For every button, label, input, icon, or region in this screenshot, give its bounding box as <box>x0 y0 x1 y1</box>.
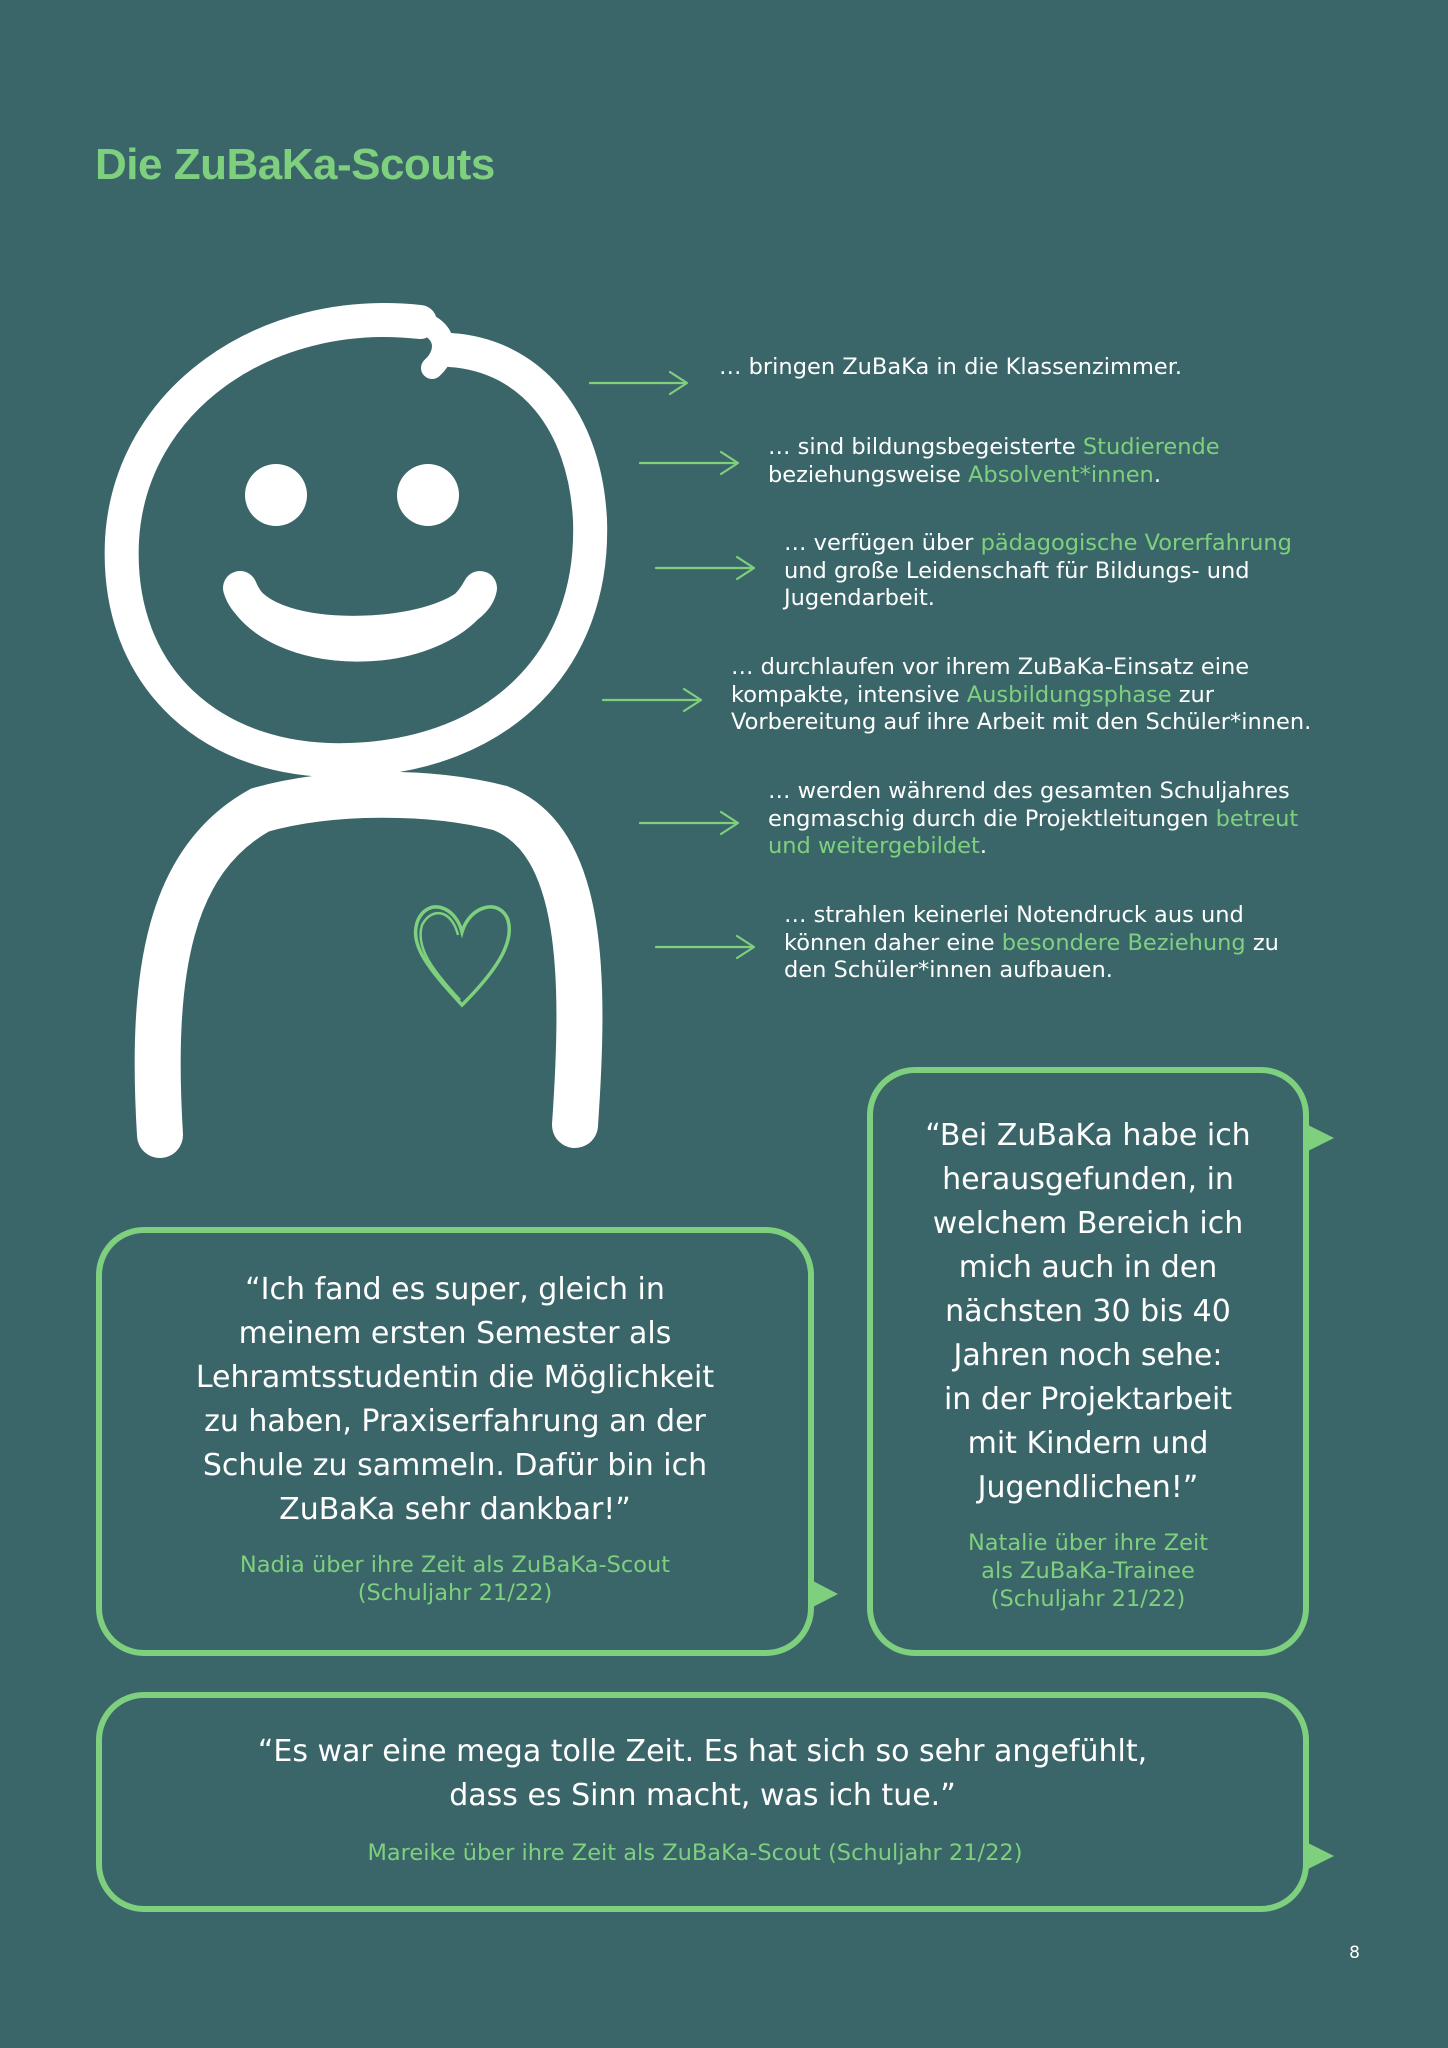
quote-line: mich auch in den <box>958 1250 1218 1285</box>
bullet-highlight: pädagogische Vorerfahrung <box>980 530 1292 556</box>
bullet-text: und große Leidenschaft für Bildungs- und <box>784 557 1250 584</box>
bullet-line <box>784 930 1279 958</box>
bullet-line <box>784 957 1279 985</box>
bullet-highlight: betreut <box>1215 805 1299 832</box>
quote-line: zu haben, Praxiserfahrung an der <box>204 1404 706 1439</box>
bullet-line <box>719 354 1182 382</box>
quote-attribution-natalie <box>880 1529 1296 1613</box>
bullet-item <box>768 434 1220 489</box>
attribution-line: (Schuljahr 21/22) <box>357 1580 553 1606</box>
bullet-text: Vorbereitung auf ihre Arbeit mit den Schüler*innen. <box>731 709 1312 735</box>
bullet-line <box>784 585 1292 613</box>
quote-line: meinem ersten Semester als <box>238 1316 672 1351</box>
bullet-line <box>784 902 1279 930</box>
quote-text-natalie <box>880 1114 1296 1510</box>
bullet-text: … bringen ZuBaKa in die Klassenzimmer. <box>719 354 1183 380</box>
bullet-text: … strahlen keinerlei Notendruck aus und <box>784 902 1244 928</box>
quote-attribution-nadia <box>110 1551 800 1607</box>
quote-attribution-mareike <box>110 1839 1280 1867</box>
bullet-line <box>784 530 1292 558</box>
page-title: Die ZuBaKa-Scouts <box>95 140 495 189</box>
bullet-text: … werden während des gesamten Schuljahres <box>768 778 1290 804</box>
bullet-text: den Schüler*innen aufbauen. <box>784 957 1113 983</box>
page-number: 8 <box>1349 1943 1360 1963</box>
bullet-text: . <box>979 833 987 859</box>
bullet-line <box>768 833 1298 861</box>
bullet-text: … verfügen über <box>784 530 981 556</box>
bullet-item <box>768 778 1298 861</box>
bullet-highlight: Absolvent*innen <box>968 461 1154 488</box>
quote-line: dass es Sinn macht, was ich tue.” <box>449 1778 956 1813</box>
bullet-text: . <box>1153 461 1161 488</box>
bullet-line <box>768 778 1298 806</box>
attribution-line: Mareike über ihre Zeit als ZuBaKa-Scout (Schuljahr 21/22) <box>367 1840 1023 1866</box>
bullet-line <box>768 434 1220 462</box>
bullet-item <box>731 654 1311 737</box>
arrow-right-icon <box>603 689 701 711</box>
bullet-line <box>731 654 1311 682</box>
bullet-item <box>784 902 1279 985</box>
arrow-right-icon <box>640 812 738 834</box>
attribution-line: als ZuBaKa-Trainee <box>981 1558 1195 1584</box>
heart-icon <box>416 907 510 1005</box>
bullet-line <box>731 709 1311 737</box>
bullet-highlight: Studierende <box>1082 434 1220 460</box>
quote-line: Schule zu sammeln. Dafür bin ich <box>202 1448 708 1483</box>
quote-line: mit Kindern und <box>967 1426 1209 1461</box>
quote-line: ZuBaKa sehr dankbar!” <box>279 1492 631 1527</box>
bullet-text: … durchlaufen vor ihrem ZuBaKa-Einsatz eine <box>731 654 1250 680</box>
bullet-text: Jugendarbeit. <box>784 585 935 611</box>
arrow-right-icon <box>656 936 754 958</box>
bullet-text: zu <box>1245 929 1279 956</box>
bullet-line <box>731 682 1311 710</box>
bullet-line <box>768 806 1298 834</box>
quote-text-mareike <box>110 1730 1295 1818</box>
arrow-right-icon <box>640 452 738 474</box>
quote-line: herausgefunden, in <box>942 1162 1234 1197</box>
attribution-line: Nadia über ihre Zeit als ZuBaKa-Scout <box>239 1552 671 1578</box>
bullet-line <box>784 558 1292 586</box>
bullet-line <box>768 462 1220 490</box>
bullet-text: zur <box>1171 681 1215 708</box>
attribution-line: (Schuljahr 21/22) <box>990 1586 1186 1612</box>
quote-line: “Ich fand es super, gleich in <box>245 1272 665 1307</box>
bullet-text: kompakte, intensive <box>731 681 967 708</box>
quote-line: Jahren noch sehe: <box>953 1338 1223 1373</box>
bullet-item <box>784 530 1292 613</box>
bullet-highlight: Ausbildungsphase <box>966 681 1172 708</box>
quote-line: “Bei ZuBaKa habe ich <box>925 1118 1251 1153</box>
quote-line: welchem Bereich ich <box>932 1206 1244 1241</box>
quote-line: nächsten 30 bis 40 <box>945 1294 1231 1329</box>
quote-line: in der Projektarbeit <box>943 1382 1233 1417</box>
arrow-right-icon <box>656 557 754 579</box>
bullet-item <box>719 354 1182 382</box>
bullet-highlight: und weitergebildet <box>768 833 980 859</box>
quote-text-nadia <box>110 1268 800 1532</box>
quote-line: “Es war eine mega tolle Zeit. Es hat sich so sehr angefühlt, <box>257 1734 1148 1769</box>
bullet-text: engmaschig durch die Projektleitungen <box>768 805 1216 832</box>
bullet-text: können daher eine <box>784 929 1002 956</box>
bullet-highlight: besondere Beziehung <box>1001 929 1246 956</box>
arrow-right-icon <box>590 372 687 394</box>
quote-line: Jugendlichen!” <box>977 1470 1199 1505</box>
bullet-text: … sind bildungsbegeisterte <box>768 434 1083 460</box>
quote-line: Lehramtsstudentin die Möglichkeit <box>195 1360 715 1395</box>
bullet-text: beziehungsweise <box>768 461 969 488</box>
attribution-line: Natalie über ihre Zeit <box>967 1530 1209 1556</box>
